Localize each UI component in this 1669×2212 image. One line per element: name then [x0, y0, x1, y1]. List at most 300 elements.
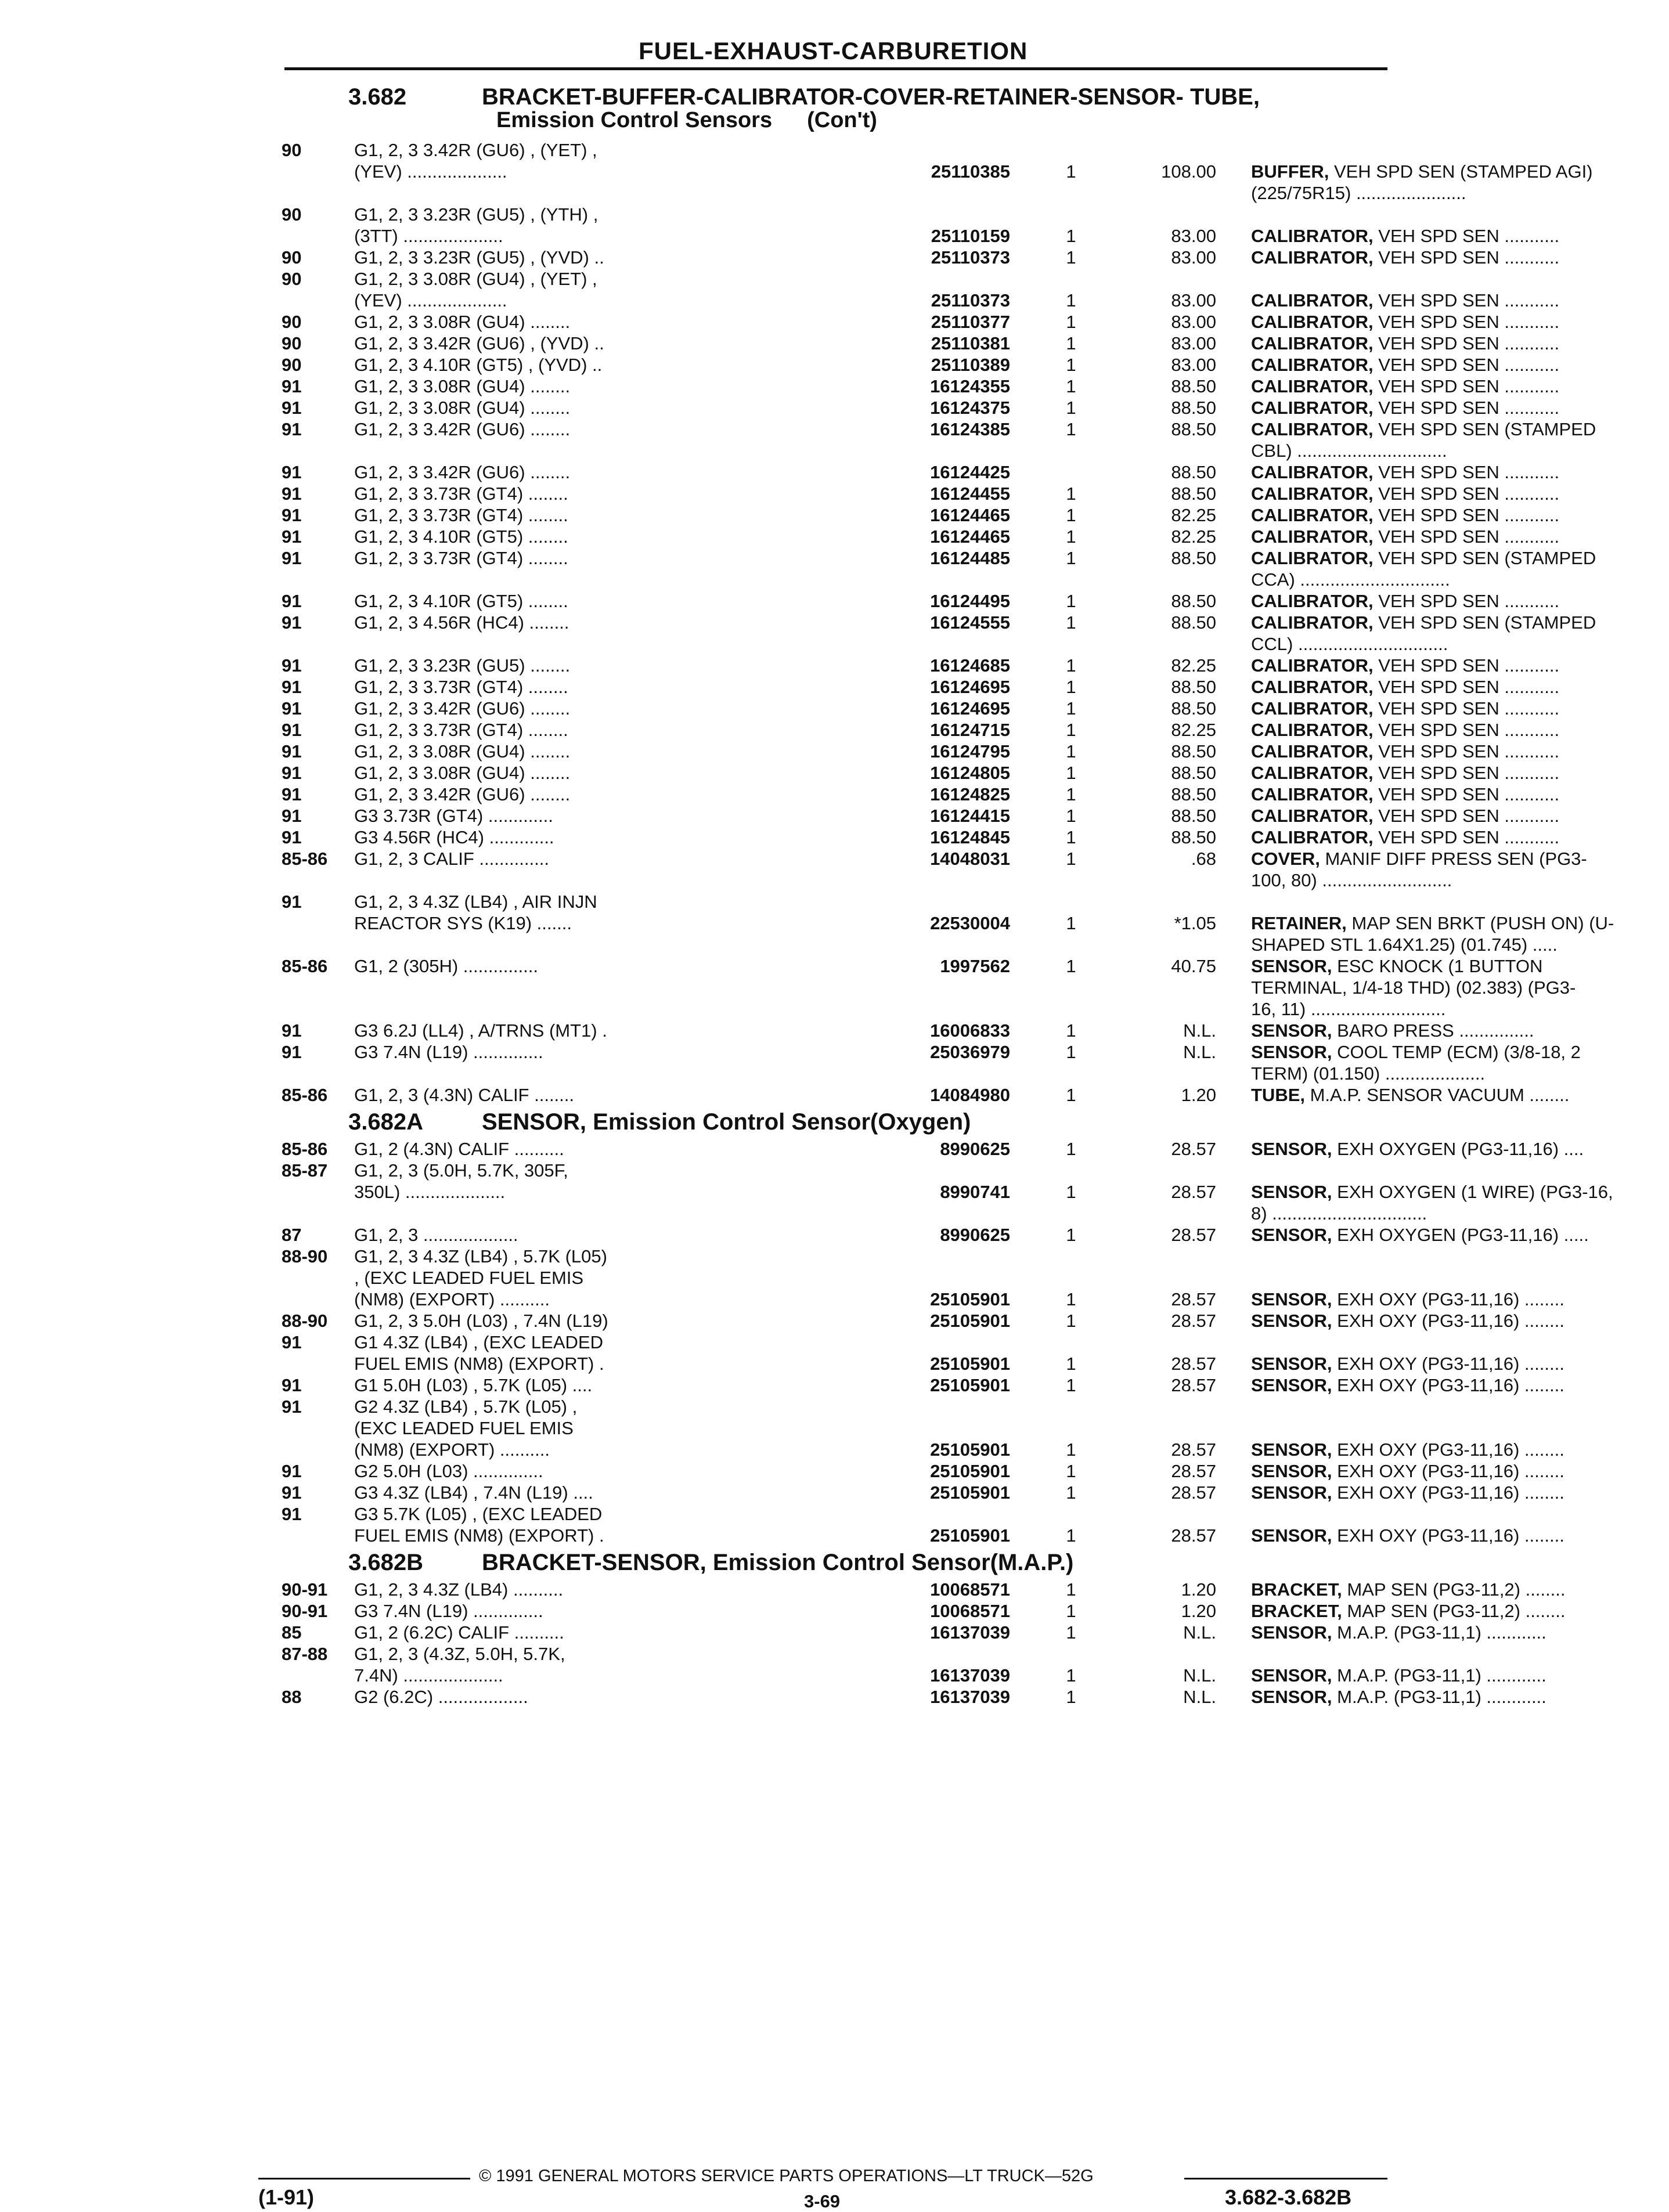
part-number-cell: 16124455: [930, 483, 1010, 504]
part-name: SENSOR,: [1251, 1482, 1332, 1503]
table-row: [282, 161, 1593, 182]
application-cell: G2 5.0H (L03) ..............: [354, 1461, 543, 1481]
table-row: [282, 633, 1448, 655]
table-row: [282, 376, 1560, 397]
quantity-cell: 1: [1066, 1182, 1076, 1202]
quantity-cell: 1: [1066, 784, 1076, 804]
part-number-cell: 1997562: [940, 956, 1010, 976]
part-name: CALIBRATOR,: [1251, 505, 1374, 525]
year-cell: 91: [282, 698, 302, 719]
application-cell: G1, 2, 3 (5.0H, 5.7K, 305F,: [354, 1160, 568, 1181]
part-name: SENSOR,: [1251, 1439, 1332, 1460]
part-name: CALIBRATOR,: [1251, 355, 1374, 375]
application-cell: G1, 2 (4.3N) CALIF ..........: [354, 1139, 564, 1159]
table-row: [282, 1160, 1390, 1181]
part-description: MAP SEN (PG3-11,2) ........: [1342, 1579, 1566, 1600]
part-description: VEH SPD SEN (STAMPED: [1373, 612, 1596, 633]
application-cell: G1, 2, 3 3.42R (GU6) ........: [354, 419, 571, 439]
part-description: EXH OXY (PG3-11,16) ........: [1332, 1439, 1565, 1460]
part-number-cell: 16124465: [930, 526, 1010, 547]
year-cell: 91: [282, 827, 302, 847]
table-row: [282, 655, 1560, 676]
application-cell: G1, 2, 3 3.73R (GT4) ........: [354, 677, 568, 697]
table-row: [282, 612, 1596, 633]
part-description: CCL) ..............................: [1251, 634, 1448, 654]
quantity-cell: 1: [1066, 355, 1076, 375]
table-row: [282, 1579, 1566, 1600]
year-cell: 90: [282, 269, 302, 289]
quantity-cell: 1: [1066, 312, 1076, 332]
quantity-cell: 1: [1066, 1354, 1076, 1374]
year-cell: 90: [282, 312, 302, 332]
description-cell: [1251, 827, 1669, 848]
year-cell: 91: [282, 462, 302, 482]
part-description: VEH SPD SEN ...........: [1373, 526, 1560, 547]
table-row: [282, 483, 1560, 504]
application-cell: (NM8) (EXPORT) ..........: [354, 1439, 550, 1460]
quantity-cell: 1: [1066, 849, 1076, 869]
quantity-cell: 1: [1066, 591, 1076, 611]
application-cell: G1, 2, 3 (4.3Z, 5.0H, 5.7K,: [354, 1644, 565, 1664]
price-cell: 82.25: [1171, 655, 1216, 676]
part-number-cell: 16124415: [930, 806, 1010, 826]
price-cell: 28.57: [1171, 1439, 1216, 1460]
part-number-cell: 8990741: [940, 1182, 1010, 1202]
application-cell: G2 4.3Z (LB4) , 5.7K (L05) ,: [354, 1397, 578, 1417]
description-cell: [1251, 504, 1669, 526]
part-number-cell: 16124485: [930, 548, 1010, 568]
section-title: BRACKET-BUFFER-CALIBRATOR-COVER-RETAINER-SENSOR- TUBE,: [482, 84, 1260, 110]
application-cell: G1, 2, 3 3.73R (GT4) ........: [354, 483, 568, 504]
part-name: SENSOR,: [1251, 1225, 1332, 1245]
part-name: SENSOR,: [1251, 1354, 1332, 1374]
part-name: CALIBRATOR,: [1251, 741, 1374, 762]
description-cell: [1251, 333, 1669, 354]
price-cell: 88.50: [1171, 827, 1216, 847]
section-subtitle: Emission Control Sensors: [496, 108, 773, 132]
part-name: CALIBRATOR,: [1251, 419, 1374, 439]
description-cell: [1251, 526, 1669, 547]
part-name: BRACKET,: [1251, 1579, 1342, 1600]
table-row: [282, 1063, 1486, 1084]
parts-table: [282, 139, 1614, 1106]
year-cell: 91: [282, 892, 302, 912]
part-number-cell: 16137039: [930, 1665, 1010, 1686]
price-cell: 1.20: [1181, 1601, 1216, 1621]
part-description: 100, 80) ..........................: [1251, 870, 1452, 890]
application-cell: G1, 2, 3 4.3Z (LB4) , AIR INJN: [354, 892, 597, 912]
part-number-cell: 25036979: [930, 1042, 1010, 1062]
price-cell: 83.00: [1171, 226, 1216, 246]
year-cell: 91: [282, 763, 302, 783]
table-row: [282, 418, 1596, 440]
description-cell: [1251, 1353, 1669, 1374]
quantity-cell: 1: [1066, 677, 1076, 697]
table-row: [282, 1686, 1547, 1708]
application-cell: G3 3.73R (GT4) .............: [354, 806, 553, 826]
price-cell: 83.00: [1171, 290, 1216, 311]
part-number-cell: 14048031: [930, 849, 1010, 869]
description-cell: [1251, 805, 1669, 827]
quantity-cell: 1: [1066, 1461, 1076, 1481]
table-row: [282, 1267, 1390, 1289]
part-name: SENSOR,: [1251, 1665, 1332, 1686]
description-cell: [1251, 719, 1669, 741]
quantity-cell: 1: [1066, 548, 1076, 568]
table-row: [282, 182, 1466, 204]
year-cell: 91: [282, 1375, 302, 1395]
application-cell: G1, 2, 3 4.10R (GT5) ........: [354, 526, 568, 547]
part-name: BRACKET,: [1251, 1601, 1342, 1621]
description-cell: [1251, 934, 1669, 955]
part-name: CALIBRATOR,: [1251, 290, 1374, 311]
description-cell: [1251, 655, 1669, 676]
part-description: VEH SPD SEN ...........: [1373, 505, 1560, 525]
quantity-cell: 1: [1066, 612, 1076, 633]
price-cell: 83.00: [1171, 333, 1216, 353]
quantity-cell: 1: [1066, 161, 1076, 182]
description-cell: [1251, 1460, 1669, 1482]
continued-label: (Con't): [807, 108, 877, 132]
part-number-cell: 25110159: [931, 226, 1010, 246]
part-description: EXH OXYGEN (1 WIRE) (PG3-16,: [1332, 1182, 1613, 1202]
application-cell: FUEL EMIS (NM8) (EXPORT) .: [354, 1354, 604, 1374]
part-number-cell: 16124685: [930, 655, 1010, 676]
description-cell: [1251, 1374, 1669, 1396]
table-row: [282, 1203, 1428, 1224]
description-cell: [1251, 1020, 1669, 1041]
part-name: CALIBRATOR,: [1251, 763, 1374, 783]
part-name: SENSOR,: [1251, 1525, 1332, 1546]
quantity-cell: 1: [1066, 1085, 1076, 1105]
year-cell: 91: [282, 376, 302, 396]
part-number-cell: 25105901: [930, 1439, 1010, 1460]
part-name: CALIBRATOR,: [1251, 784, 1374, 804]
part-number-cell: 16124695: [930, 698, 1010, 719]
section-title: SENSOR, Emission Control Sensor(Oxygen): [482, 1109, 971, 1135]
part-description: TERMINAL, 1/4-18 THD) (02.383) (PG3-: [1251, 977, 1576, 998]
year-cell: 91: [282, 1482, 302, 1503]
year-cell: 90: [282, 247, 302, 268]
quantity-cell: 1: [1066, 913, 1076, 933]
part-name: CALIBRATOR,: [1251, 827, 1374, 847]
section-number: 3.682: [348, 84, 407, 110]
year-cell: 85-86: [282, 1085, 328, 1105]
table-row: [282, 1643, 1390, 1665]
table-row: [282, 1503, 1390, 1525]
table-row: [282, 569, 1450, 590]
description-cell: [1251, 762, 1669, 784]
table-row: [282, 590, 1560, 612]
application-cell: (3TT) ....................: [354, 226, 503, 246]
table-row: [282, 268, 1390, 290]
part-number-cell: 25105901: [930, 1354, 1010, 1374]
part-number-cell: 16137039: [930, 1687, 1010, 1707]
quantity-cell: 1: [1066, 806, 1076, 826]
footer-section-range: 3.682-3.682B: [1225, 2185, 1352, 2209]
table-row: [282, 1224, 1589, 1246]
description-cell: [1251, 418, 1669, 440]
description-cell: [1251, 1579, 1669, 1600]
quantity-cell: 1: [1066, 1439, 1076, 1460]
quantity-cell: 1: [1066, 333, 1076, 353]
price-cell: N.L.: [1183, 1042, 1216, 1062]
price-cell: 88.50: [1171, 698, 1216, 719]
part-number-cell: 16006833: [930, 1020, 1010, 1041]
table-row: [282, 869, 1452, 891]
part-number-cell: 16124425: [930, 462, 1010, 482]
description-cell: [1251, 1482, 1669, 1503]
application-cell: G1, 2, 3 3.42R (GU6) ........: [354, 784, 571, 804]
description-cell: [1251, 1041, 1669, 1063]
quantity-cell: 1: [1066, 1139, 1076, 1159]
part-name: RETAINER,: [1251, 913, 1347, 933]
quantity-cell: 1: [1066, 505, 1076, 525]
description-cell: [1251, 225, 1669, 247]
description-cell: [1251, 633, 1669, 655]
part-description: VEH SPD SEN (STAMPED AGI): [1329, 161, 1593, 182]
table-row: [282, 1665, 1547, 1686]
part-name: SENSOR,: [1251, 956, 1332, 976]
price-cell: 28.57: [1171, 1354, 1216, 1374]
table-row: [282, 719, 1560, 741]
part-name: CALIBRATOR,: [1251, 398, 1374, 418]
quantity-cell: 1: [1066, 398, 1076, 418]
table-row: [282, 1525, 1565, 1546]
table-row: [282, 204, 1390, 225]
quantity-cell: 1: [1066, 827, 1076, 847]
year-cell: 91: [282, 1020, 302, 1041]
application-cell: G1, 2, 3 ...................: [354, 1225, 518, 1245]
part-name: SENSOR,: [1251, 1182, 1332, 1202]
part-description: VEH SPD SEN ...........: [1373, 376, 1560, 396]
description-cell: [1251, 912, 1669, 934]
page-header-title: FUEL-EXHAUST-CARBURETION: [639, 37, 1028, 64]
quantity-cell: 1: [1066, 956, 1076, 976]
part-description: EXH OXY (PG3-11,16) ........: [1332, 1354, 1565, 1374]
part-description: CCA) ..............................: [1251, 569, 1450, 590]
year-cell: 90-91: [282, 1601, 328, 1621]
application-cell: G1, 2, 3 3.23R (GU5) ........: [354, 655, 571, 676]
part-number-cell: 16124805: [930, 763, 1010, 783]
year-cell: 85-86: [282, 1139, 328, 1159]
part-description: M.A.P. (PG3-11,1) ............: [1332, 1665, 1547, 1686]
year-cell: 87-88: [282, 1644, 328, 1664]
part-name: SENSOR,: [1251, 1311, 1332, 1331]
price-cell: 88.50: [1171, 784, 1216, 804]
price-cell: 88.50: [1171, 376, 1216, 396]
part-number-cell: 16124355: [930, 376, 1010, 396]
section-title: BRACKET-SENSOR, Emission Control Sensor(M.A.P.): [482, 1550, 1074, 1575]
year-cell: 87: [282, 1225, 302, 1245]
table-row: [282, 1020, 1534, 1041]
part-name: CALIBRATOR,: [1251, 612, 1374, 633]
table-row: [282, 1482, 1565, 1503]
footer-rule-right: [1184, 2178, 1387, 2179]
part-description: EXH OXY (PG3-11,16) ........: [1332, 1289, 1565, 1309]
part-number-cell: 16124555: [930, 612, 1010, 633]
year-cell: 88-90: [282, 1246, 328, 1266]
year-cell: 91: [282, 677, 302, 697]
price-cell: 88.50: [1171, 677, 1216, 697]
price-cell: 28.57: [1171, 1482, 1216, 1503]
description-cell: [1251, 676, 1669, 698]
description-cell: [1251, 354, 1669, 376]
application-cell: G1, 2, 3 3.42R (GU6) ........: [354, 698, 571, 719]
table-row: [282, 998, 1446, 1020]
year-cell: 90: [282, 333, 302, 353]
footer-copyright: © 1991 GENERAL MOTORS SERVICE PARTS OPERATIONS—LT TRUCK—52G: [479, 2167, 1094, 2185]
description-cell: [1251, 1439, 1669, 1460]
year-cell: 91: [282, 784, 302, 804]
application-cell: (YEV) ....................: [354, 161, 507, 182]
price-cell: 88.50: [1171, 483, 1216, 504]
description-cell: [1251, 1622, 1669, 1643]
table-row: [282, 1181, 1613, 1203]
part-description: EXH OXY (PG3-11,16) ........: [1332, 1311, 1565, 1331]
part-description: M.A.P. (PG3-11,1) ............: [1332, 1687, 1547, 1707]
part-name: CALIBRATOR,: [1251, 526, 1374, 547]
part-name: SENSOR,: [1251, 1622, 1332, 1643]
part-name: SENSOR,: [1251, 1139, 1332, 1159]
part-number-cell: 25110389: [931, 355, 1010, 375]
part-name: BUFFER,: [1251, 161, 1329, 182]
year-cell: 91: [282, 419, 302, 439]
application-cell: 7.4N) ....................: [354, 1665, 503, 1686]
application-cell: G1, 2, 3 3.08R (GU4) ........: [354, 312, 571, 332]
description-cell: [1251, 1181, 1669, 1203]
application-cell: G2 (6.2C) ..................: [354, 1687, 528, 1707]
price-cell: 28.57: [1171, 1225, 1216, 1245]
quantity-cell: 1: [1066, 226, 1076, 246]
table-row: [282, 333, 1560, 354]
description-cell: [1251, 1289, 1669, 1310]
quantity-cell: 1: [1066, 1622, 1076, 1643]
part-number-cell: 25105901: [930, 1375, 1010, 1395]
description-cell: [1251, 741, 1669, 762]
application-cell: G1, 2, 3 3.08R (GU4) ........: [354, 376, 571, 396]
price-cell: 88.50: [1171, 548, 1216, 568]
table-row: [282, 1622, 1547, 1643]
application-cell: G1, 2, 3 3.08R (GU4) ........: [354, 398, 571, 418]
table-row: [282, 1396, 1390, 1417]
year-cell: 91: [282, 612, 302, 633]
part-name: SENSOR,: [1251, 1375, 1332, 1395]
year-cell: 91: [282, 1332, 302, 1352]
part-description: MAP SEN BRKT (PUSH ON) (U-: [1346, 913, 1614, 933]
year-cell: 91: [282, 548, 302, 568]
year-cell: 91: [282, 741, 302, 762]
description-cell: [1251, 784, 1669, 805]
quantity-cell: 1: [1066, 655, 1076, 676]
year-cell: 91: [282, 591, 302, 611]
section-number: 3.682A: [348, 1109, 423, 1135]
description-cell: [1251, 397, 1669, 418]
description-cell: [1251, 569, 1669, 590]
price-cell: 83.00: [1171, 355, 1216, 375]
table-row: [282, 827, 1560, 848]
table-row: [282, 1374, 1565, 1396]
quantity-cell: 1: [1066, 419, 1076, 439]
table-row: [282, 139, 1390, 161]
part-description: VEH SPD SEN ...........: [1373, 784, 1560, 804]
table-row: [282, 784, 1560, 805]
quantity-cell: 1: [1066, 720, 1076, 740]
year-cell: 91: [282, 806, 302, 826]
part-number-cell: 25105901: [930, 1482, 1010, 1503]
part-description: ESC KNOCK (1 BUTTON: [1332, 956, 1543, 976]
price-cell: 83.00: [1171, 312, 1216, 332]
price-cell: 108.00: [1161, 161, 1216, 182]
table-row: [282, 440, 1447, 461]
application-cell: G3 4.56R (HC4) .............: [354, 827, 554, 847]
application-cell: G1, 2, 3 4.56R (HC4) ........: [354, 612, 569, 633]
part-number-cell: 16124385: [930, 419, 1010, 439]
description-cell: [1251, 547, 1669, 569]
application-cell: G1, 2, 3 4.3Z (LB4) ..........: [354, 1579, 564, 1600]
price-cell: 88.50: [1171, 741, 1216, 762]
part-name: CALIBRATOR,: [1251, 548, 1374, 568]
table-row: [282, 1289, 1565, 1310]
price-cell: 88.50: [1171, 591, 1216, 611]
description-cell: [1251, 290, 1669, 311]
table-row: [282, 934, 1558, 955]
table-row: [282, 397, 1560, 418]
table-row: [282, 1246, 1390, 1267]
quantity-cell: 1: [1066, 1665, 1076, 1686]
description-cell: [1251, 483, 1669, 504]
table-row: [282, 290, 1560, 311]
year-cell: 91: [282, 1504, 302, 1524]
description-cell: [1251, 1525, 1669, 1546]
part-number-cell: 25105901: [930, 1311, 1010, 1331]
application-cell: G1, 2, 3 CALIF ..............: [354, 849, 549, 869]
application-cell: 350L) ....................: [354, 1182, 506, 1202]
section-number: 3.682B: [348, 1550, 423, 1575]
part-description: VEH SPD SEN ...........: [1373, 483, 1560, 504]
price-cell: 1.20: [1181, 1579, 1216, 1600]
application-cell: G1, 2, 3 3.42R (GU6) , (YVD) ..: [354, 333, 604, 353]
part-description: VEH SPD SEN ...........: [1373, 827, 1560, 847]
quantity-cell: 1: [1066, 1020, 1076, 1041]
table-row: [282, 741, 1560, 762]
table-row: [282, 1460, 1565, 1482]
part-description: VEH SPD SEN ...........: [1373, 720, 1560, 740]
part-number-cell: 16124465: [930, 505, 1010, 525]
part-description: COOL TEMP (ECM) (3/8-18, 2: [1332, 1042, 1581, 1062]
part-name: CALIBRATOR,: [1251, 376, 1374, 396]
part-number-cell: 25105901: [930, 1289, 1010, 1309]
year-cell: 91: [282, 1461, 302, 1481]
part-number-cell: 25110377: [931, 312, 1010, 332]
part-number-cell: 10068571: [930, 1601, 1010, 1621]
application-cell: G1, 2, 3 3.23R (GU5) , (YVD) ..: [354, 247, 604, 268]
part-description: VEH SPD SEN ...........: [1373, 462, 1560, 482]
header-rule: [284, 67, 1387, 70]
table-row: [282, 504, 1560, 526]
quantity-cell: 1: [1066, 526, 1076, 547]
footer-rule-left: [258, 2178, 470, 2179]
year-cell: 90: [282, 140, 302, 160]
quantity-cell: 1: [1066, 741, 1076, 762]
part-name: CALIBRATOR,: [1251, 312, 1374, 332]
part-description: EXH OXY (PG3-11,16) ........: [1332, 1525, 1565, 1546]
year-cell: 91: [282, 483, 302, 504]
part-name: CALIBRATOR,: [1251, 333, 1374, 353]
description-cell: [1251, 1084, 1669, 1106]
part-number-cell: 16124795: [930, 741, 1010, 762]
year-cell: 90: [282, 204, 302, 225]
